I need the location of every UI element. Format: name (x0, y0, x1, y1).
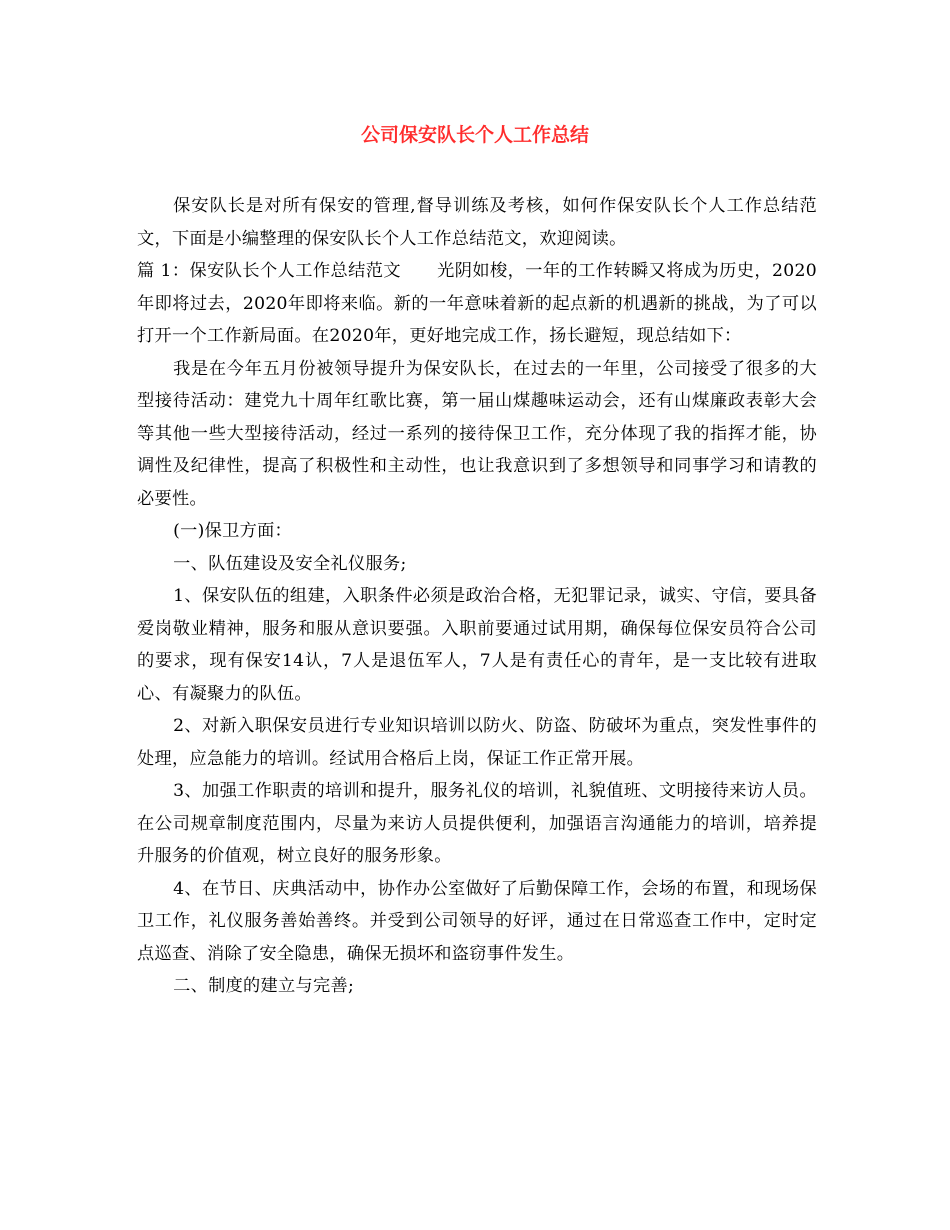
article-paragraph (137, 255, 817, 353)
paragraph-promotion: 我是在今年五月份被领导提升为保安队长，在过去的一年里，公司接受了很多的大型接待活动：建党九十周年红歌比赛，第一届山煤趣味运动会，还有山煤廉政表彰大会等其他一些大型接待活动，经过一系列的接待保卫工作，充分体现了我的指挥才能，协调性及纪律性，提高了积极性和主动性，也让我意识到了多想领导和同事学习和请教的必要性。 (137, 358, 817, 509)
subheading-team-building: 一、队伍建设及安全礼仪服务; (173, 553, 407, 574)
list-item-1: 1、保安队伍的组建，入职条件必须是政治合格，无犯罪记录，诚实、守信，要具备爱岗敬业精神，服务和服从意识要强。入职前要通过试用期，确保每位保安员符合公司的要求，现有保安14认，7人是退伍军人，7人是有责任心的青年，是一支比较有进取心、有凝聚力的队伍。 (137, 586, 817, 704)
document-title: 公司保安队长个人工作总结 (360, 124, 589, 146)
intro-paragraph: 保安队长是对所有保安的管理,督导训练及考核，如何作保安队长个人工作总结范文，下面是小编整理的保安队长个人工作总结范文，欢迎阅读。 (137, 196, 817, 249)
subheading-system: 二、制度的建立与完善; (173, 976, 355, 996)
list-item-2: 2、对新入职保安员进行专业知识培训以防火、防盗、防破坏为重点，突发性事件的处理，应急能力的培训。经试用合格后上岗，保证工作正常开展。 (137, 716, 817, 769)
article-text: 光阴如梭，一年的工作转瞬又将成为历史，2020年即将过去，2020年即将来临。新的一年意味着新的起点新的机遇新的挑战，为了可以打开一个工作新局面。在2020年，更好地完成工作，扬长避短，现总结如下： (137, 261, 817, 346)
document-body (137, 190, 817, 1003)
list-item-4: 4、在节日、庆典活动中，协作办公室做好了后勤保障工作，会场的布置，和现场保卫工作，礼仪服务善始善终。并受到公司领导的好评，通过在日常巡查工作中，定时定点巡查、消除了安全隐患，确保无损坏和盗窃事件发生。 (137, 878, 817, 964)
section-heading-security: (一)保卫方面： (173, 521, 293, 541)
article-label: 篇 1：保安队长个人工作总结范文 (137, 261, 402, 281)
list-item-3: 3、加强工作职责的培训和提升，服务礼仪的培训，礼貌值班、文明接待来访人员。在公司规章制度范围内，尽量为来访人员提供便利，加强语言沟通能力的培训，培养提升服务的价值观，树立良好的服务形象。 (137, 781, 817, 866)
